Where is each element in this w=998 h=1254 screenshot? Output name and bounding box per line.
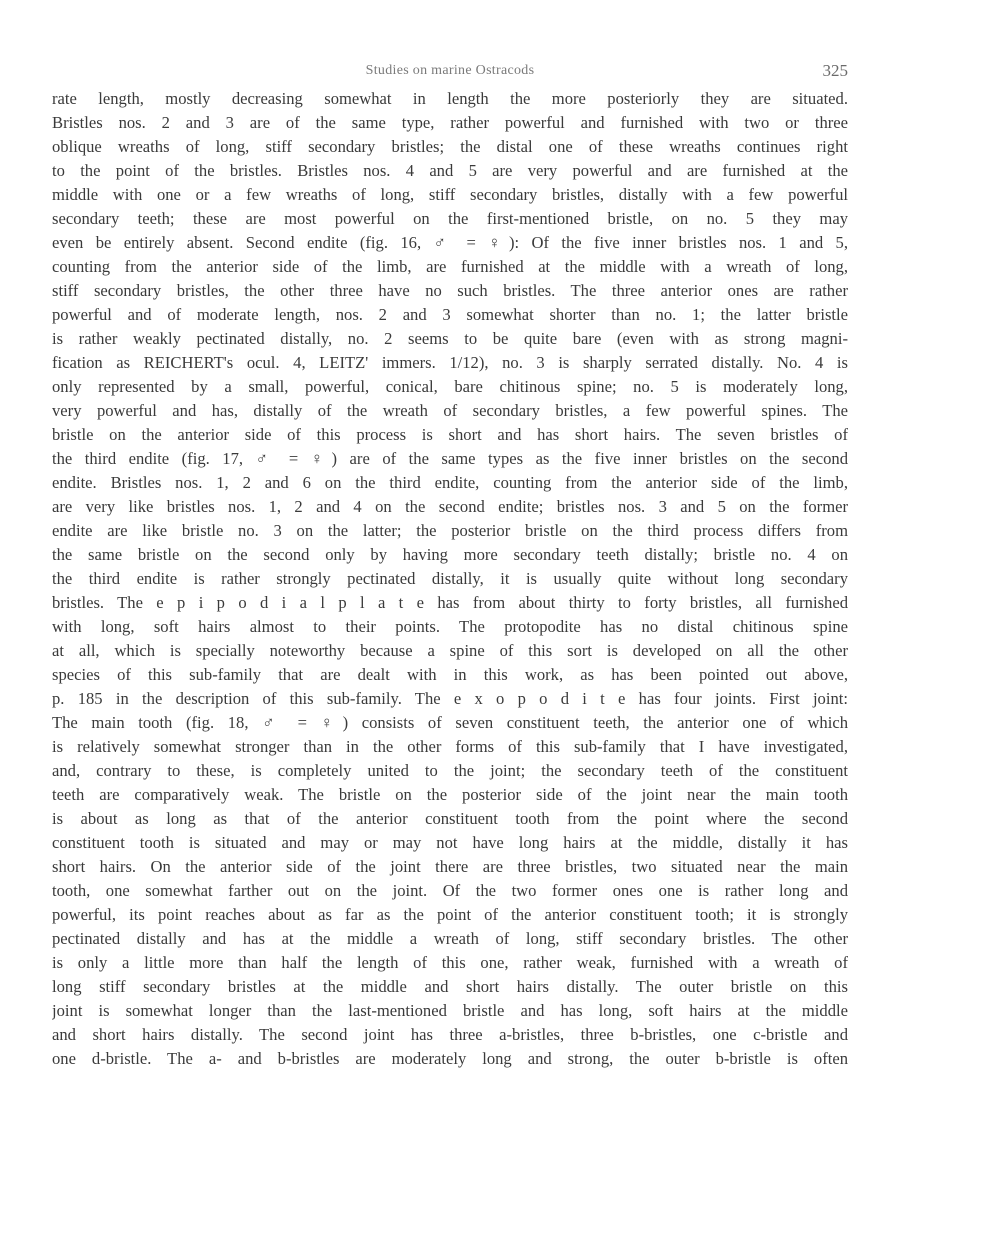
text-line: endite. Bristles nos. 1, 2 and 6 on the third endite, counting from the anterior side of the limb, (52, 473, 848, 492)
text-line: one d-bristle. The a- and b-bristles are moderately long and strong, the outer b-bristle is often (52, 1049, 848, 1068)
text-line: is about as long as that of the anterior constituent tooth from the point where the second (52, 809, 848, 828)
text-line: pectinated distally and has at the middle a wreath of long, stiff secondary bristles. The other (52, 929, 848, 948)
text-line: is relatively somewhat stronger than in the other forms of this sub-family that I have investigated, (52, 737, 848, 756)
text-line: are very like bristles nos. 1, 2 and 4 on the second endite; bristles nos. 3 and 5 on the former (52, 497, 848, 516)
text-line: bristle on the anterior side of this process is short and has short hairs. The seven bristles of (52, 425, 848, 444)
text-line: fication as REICHERT's ocul. 4, LEITZ' immers. 1/12), no. 3 is sharply serrated distally. No. 4 is (52, 353, 848, 372)
text-line: is only a little more than half the length of this one, rather weak, furnished with a wreath of (52, 953, 848, 972)
page-number: 325 (822, 61, 848, 80)
text-line: powerful, its point reaches about as far as the point of the anterior constituent tooth; it is strongly (52, 905, 848, 924)
text-line: is rather weakly pectinated distally, no. 2 seems to be quite bare (even with as strong magni- (52, 329, 848, 348)
text-line: very powerful and has, distally of the wreath of secondary bristles, a few powerful spines. The (52, 401, 848, 420)
text-line: species of this sub-family that are dealt with in this work, as has been pointed out above, (52, 665, 848, 684)
text-line: joint is somewhat longer than the last-mentioned bristle and has long, soft hairs at the middle (52, 1001, 848, 1020)
text-line: the same bristle on the second only by having more secondary teeth distally; bristle no. 4 on (52, 545, 848, 564)
text-line: to the point of the bristles. Bristles nos. 4 and 5 are very powerful and are furnished at the (52, 161, 848, 180)
text-line: rate length, mostly decreasing somewhat in length the more posteriorly they are situated. (52, 89, 848, 108)
body-text (52, 87, 848, 1071)
text-line: oblique wreaths of long, stiff secondary bristles; the distal one of these wreaths continues right (52, 137, 848, 156)
text-line: endite are like bristle no. 3 on the latter; the posterior bristle on the third process differs from (52, 521, 848, 540)
text-line: stiff secondary bristles, the other three have no such bristles. The three anterior ones are rather (52, 281, 848, 300)
text-line: and, contrary to these, is completely united to the joint; the secondary teeth of the constituent (52, 761, 848, 780)
text-line: middle with one or a few wreaths of long, stiff secondary bristles, distally with a few powerful (52, 185, 848, 204)
text-line: constituent tooth is situated and may or may not have long hairs at the middle, distally it has (52, 833, 848, 852)
page-header (52, 60, 848, 82)
text-line: long stiff secondary bristles at the middle and short hairs distally. The outer bristle on this (52, 977, 848, 996)
text-line: at all, which is specially noteworthy because a spine of this sort is developed on all the other (52, 641, 848, 660)
text-line: Bristles nos. 2 and 3 are of the same type, rather powerful and furnished with two or three (52, 113, 848, 132)
text-line: The main tooth (fig. 18, ♂ = ♀) consists of seven constituent teeth, the anterior one of which (52, 713, 848, 732)
text-line: tooth, one somewhat farther out on the joint. Of the two former ones one is rather long and (52, 881, 848, 900)
text-line: only represented by a small, powerful, conical, bare chitinous spine; no. 5 is moderately long, (52, 377, 848, 396)
text-line: and short hairs distally. The second joint has three a-bristles, three b-bristles, one c-bristle and (52, 1025, 848, 1044)
text-line: secondary teeth; these are most powerful on the first-mentioned bristle, on no. 5 they may (52, 209, 848, 228)
text-line: the third endite is rather strongly pectinated distally, it is usually quite without long secondary (52, 569, 848, 588)
running-title: Studies on marine Ostracods (365, 63, 535, 78)
text-line: teeth are comparatively weak. The bristle on the posterior side of the joint near the main tooth (52, 785, 848, 804)
text-line: the third endite (fig. 17, ♂ = ♀) are of the same types as the five inner bristles on the second (52, 449, 848, 468)
text-line: bristles. The e p i p o d i a l p l a t e has from about thirty to forty bristles, all furnished (52, 593, 848, 612)
text-line: counting from the anterior side of the limb, are furnished at the middle with a wreath of long, (52, 257, 848, 276)
text-line: even be entirely absent. Second endite (fig. 16, ♂ = ♀): Of the five inner bristles nos. 1 and 5, (52, 233, 848, 252)
text-line: powerful and of moderate length, nos. 2 and 3 somewhat shorter than no. 1; the latter bristle (52, 305, 848, 324)
text-line: short hairs. On the anterior side of the joint there are three bristles, two situated near the main (52, 857, 848, 876)
text-line: p. 185 in the description of this sub-family. The e x o p o d i t e has four joints. First joint: (52, 689, 848, 708)
text-line: with long, soft hairs almost to their points. The protopodite has no distal chitinous spine (52, 617, 848, 636)
